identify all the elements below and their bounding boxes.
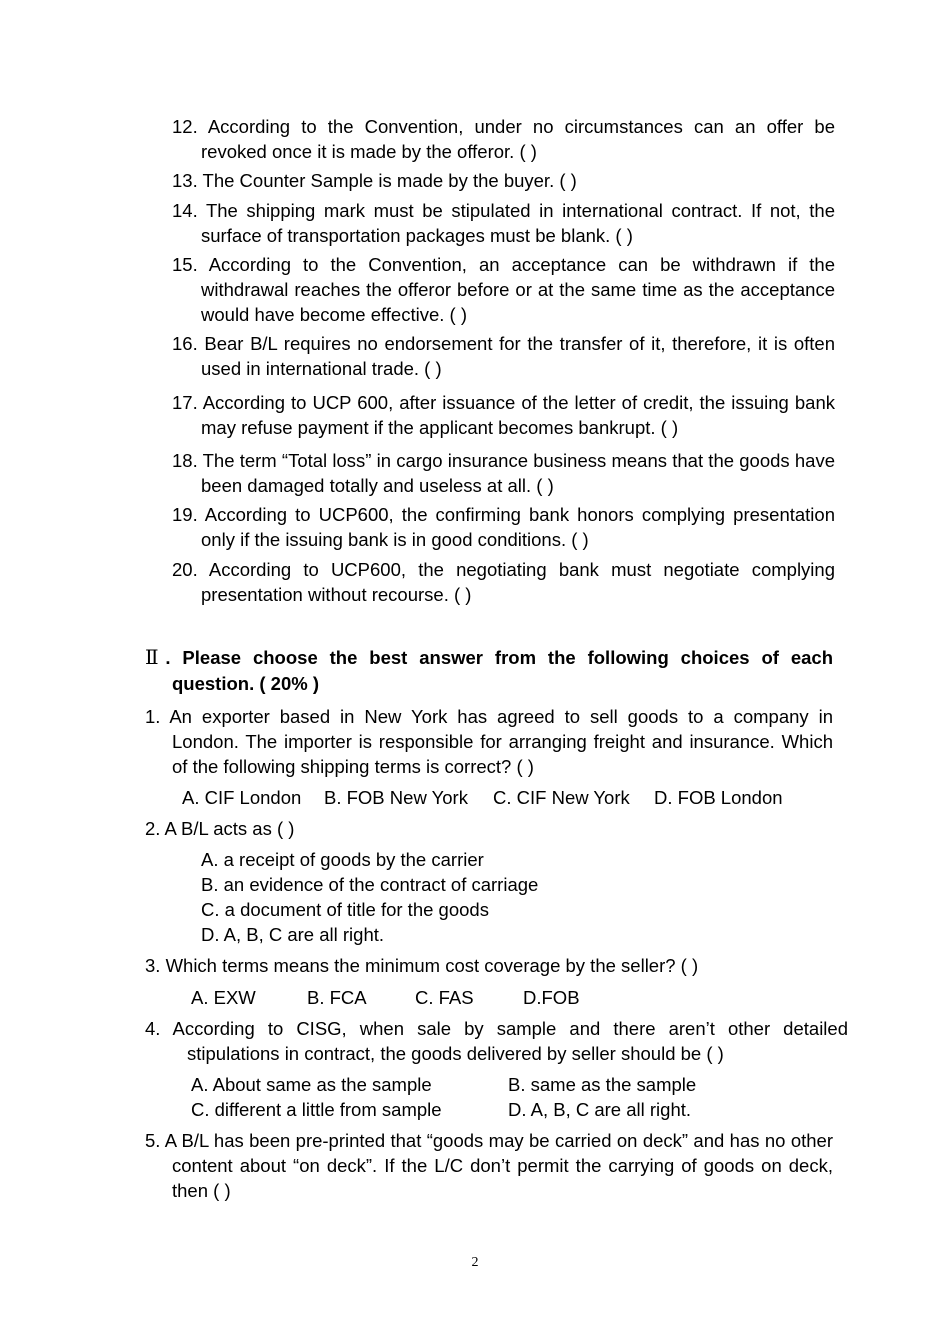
question-3-option-c: C. FAS bbox=[415, 987, 474, 1008]
tf-item-18: 18. The term “Total loss” in cargo insurance business means that the goods have been damaged totally and useless at all. ( ) bbox=[172, 450, 835, 496]
tf-item-13: 13. The Counter Sample is made by the buyer. ( ) bbox=[172, 170, 577, 191]
question-4-option-b: B. same as the sample bbox=[508, 1074, 697, 1095]
page-number: 2 bbox=[471, 1255, 479, 1270]
tf-item-16: 16. Bear B/L requires no endorsement for the transfer of it, therefore, it is often used in international trade. ( ) bbox=[172, 333, 835, 379]
question-1-option-d: D. FOB London bbox=[654, 787, 783, 808]
question-3-option-b: B. FCA bbox=[307, 987, 367, 1008]
question-4: 4. According to CISG, when sale by sample and there aren’t other detailed stipulations in contract, the goods delivered by seller should be ( ) bbox=[145, 1018, 848, 1064]
question-4-option-a: A. About same as the sample bbox=[191, 1074, 432, 1095]
question-1-option-c: C. CIF New York bbox=[493, 787, 630, 808]
question-4-option-d: D. A, B, C are all right. bbox=[508, 1099, 692, 1120]
question-2: 2. A B/L acts as ( ) bbox=[145, 818, 295, 839]
question-1-option-b: B. FOB New York bbox=[324, 787, 468, 808]
question-3-option-d: D.FOB bbox=[523, 987, 580, 1008]
question-3: 3. Which terms means the minimum cost coverage by the seller? ( ) bbox=[145, 955, 699, 976]
question-5: 5. A B/L has been pre-printed that “goods may be carried on deck” and has no other content about “on deck”. If the L/C don’t permit the carrying of goods on deck, then ( ) bbox=[145, 1130, 833, 1201]
question-1: 1. An exporter based in New York has agreed to sell goods to a company in London. The importer is responsible for arranging freight and insurance. Which of the following shipping terms is correct? ( ) bbox=[145, 706, 833, 777]
question-4-option-c: C. different a little from sample bbox=[191, 1099, 442, 1120]
section-heading bbox=[145, 645, 833, 696]
tf-item-19: 19. According to UCP600, the confirming bank honors complying presentation only if the issuing bank is in good conditions. ( ) bbox=[172, 504, 835, 550]
tf-item-15: 15. According to the Convention, an acceptance can be withdrawn if the withdrawal reaches the offeror before or at the same time as the acceptance would have become effective. ( ) bbox=[172, 254, 835, 325]
question-2-option-d: D. A, B, C are all right. bbox=[201, 924, 385, 945]
tf-item-17: 17. According to UCP 600, after issuance of the letter of credit, the issuing bank may refuse payment if the applicant becomes bankrupt. ( ) bbox=[172, 392, 835, 438]
question-1-option-a: A. CIF London bbox=[182, 787, 302, 808]
tf-item-14: 14. The shipping mark must be stipulated in international contract. If not, the surface of transportation packages must be blank. ( ) bbox=[172, 200, 835, 246]
question-2-option-a: A. a receipt of goods by the carrier bbox=[201, 849, 484, 870]
question-2-option-b: B. an evidence of the contract of carriage bbox=[201, 874, 539, 895]
tf-item-20: 20. According to UCP600, the negotiating bank must negotiate complying presentation without recourse. ( ) bbox=[172, 559, 835, 605]
question-3-option-a: A. EXW bbox=[191, 987, 256, 1008]
section-title: . Please choose the best answer from the following choices of each question. ( 20% ) bbox=[165, 647, 834, 694]
section-numeral: Ⅱ bbox=[145, 647, 166, 669]
question-2-option-c: C. a document of title for the goods bbox=[201, 899, 489, 920]
tf-item-12: 12. According to the Convention, under no circumstances can an offer be revoked once it is made by the offeror. ( ) bbox=[172, 116, 835, 162]
